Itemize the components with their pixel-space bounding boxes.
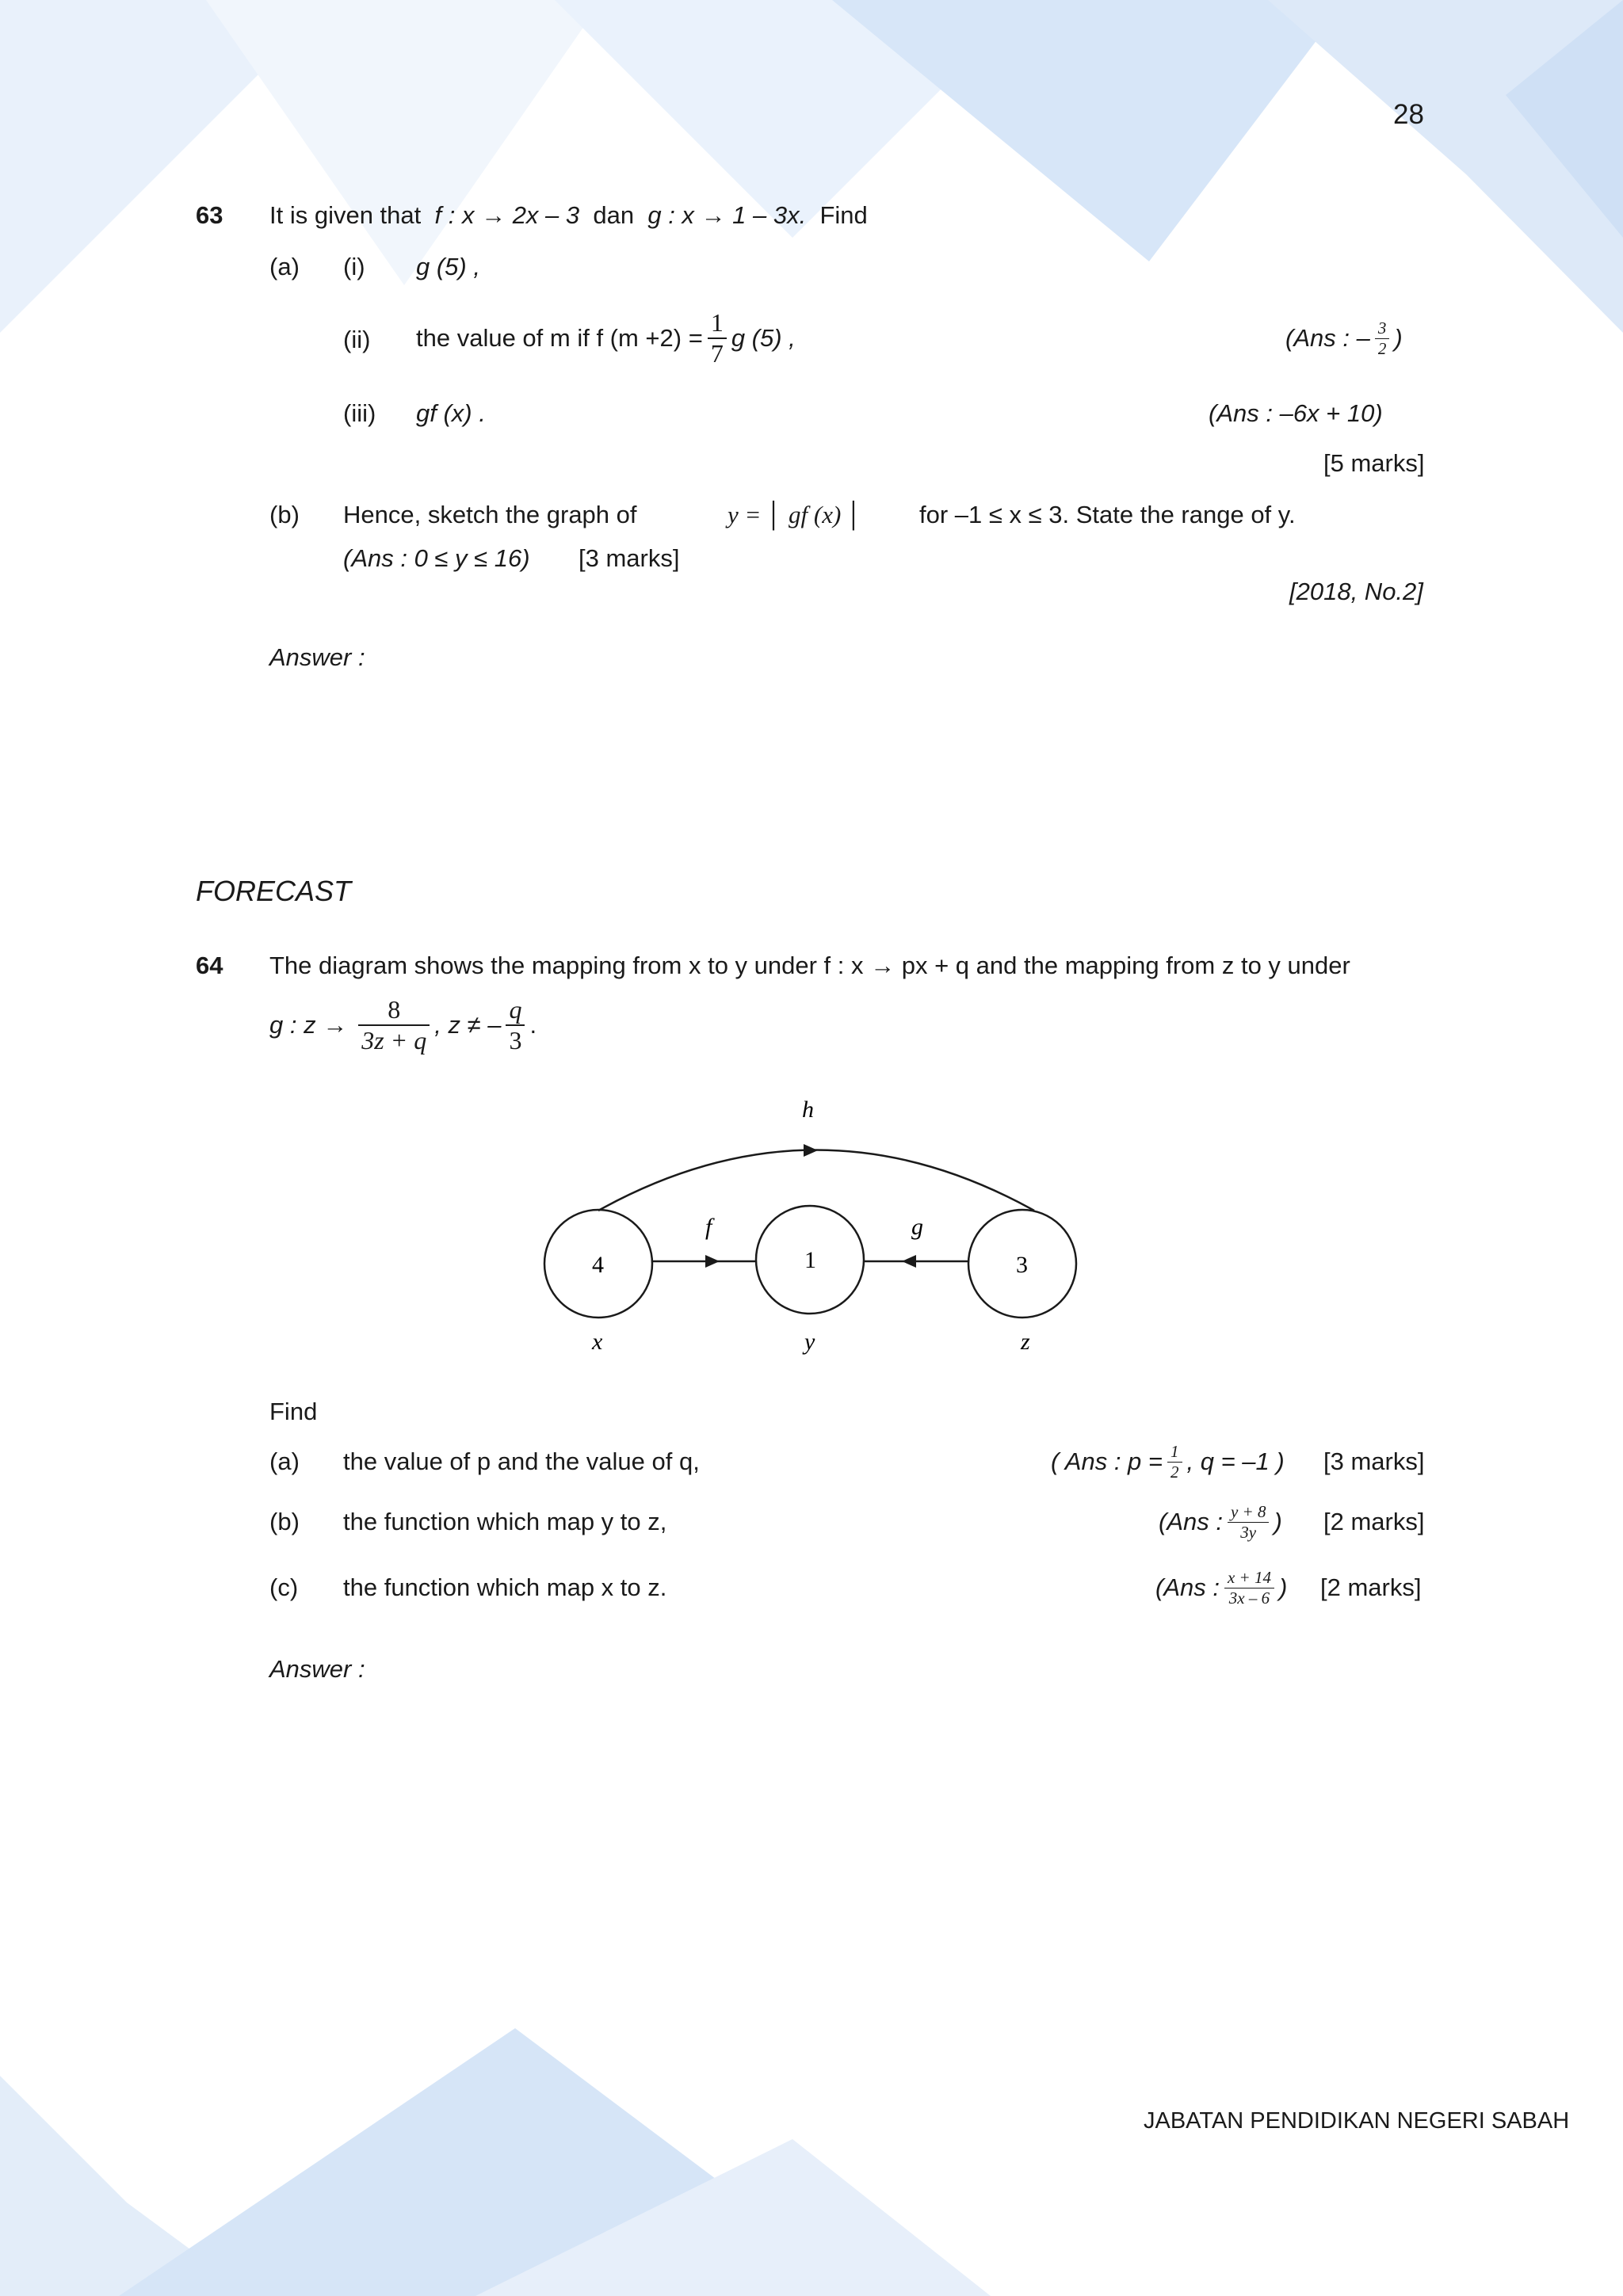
q63-subpart-ii-text: the value of m if f (m +2) = $\frac{1}{7}$ g (5) , (416, 308, 796, 368)
q64-b-marks: [2 marks] (1323, 1508, 1425, 1535)
q64-c-marks: [2 marks] (1320, 1573, 1422, 1601)
q64-g-definition: g : z → $\frac{8}{3z + q}$ , z ≠ – $\frac{q}{3}$ . (269, 995, 537, 1055)
question-number-63: 63 (196, 201, 223, 229)
q63-a-marks: [5 marks] (1323, 449, 1425, 477)
q64-stem: The diagram shows the mapping from x to y under f : x → px + q and the mapping from z to y under (269, 952, 1350, 979)
label-f: f (705, 1214, 712, 1240)
q63-b-equation: y = │ gf (x) │ (727, 501, 863, 528)
node-z-value: 3 (1016, 1252, 1028, 1278)
q63-subpart-i-text: g (5) , (416, 253, 480, 280)
label-g: g (911, 1214, 923, 1240)
q64-a-answer: ( Ans : p = $\frac{1}{2}$ , q = –1 ) (1051, 1442, 1285, 1482)
arrowhead-f (705, 1255, 720, 1268)
q63-source: [2018, No.2] (1289, 578, 1423, 605)
mapping-diagram (523, 1093, 1109, 1363)
q63-iii-answer: (Ans : –6x + 10) (1209, 399, 1383, 427)
node-x-value: 4 (592, 1252, 604, 1278)
forecast-heading: FORECAST (196, 875, 352, 907)
q64-answer-label: Answer : (269, 1655, 365, 1683)
label-h: h (802, 1097, 814, 1123)
mapping-arrow-h (598, 1150, 1034, 1211)
q63-part-b-label: (b) (269, 501, 300, 528)
arrowhead-h (804, 1144, 818, 1157)
q64-part-c-label: (c) (269, 1573, 299, 1601)
set-label-x: x (592, 1329, 603, 1355)
q64-b-answer: (Ans : $\frac{y + 8}{3y}$ ) (1159, 1502, 1282, 1542)
q63-subpart-iii-label: (iii) (343, 399, 376, 427)
footer-department: JABATAN PENDIDIKAN NEGERI SABAH (1144, 2108, 1570, 2134)
q64-b-text: the function which map y to z, (343, 1508, 667, 1535)
fraction-one-seventh: $\frac{1}{7}$ (708, 308, 727, 368)
q63-b-marks: [3 marks] (579, 544, 680, 572)
q63-subpart-ii-label: (ii) (343, 326, 371, 353)
q63-ii-answer: (Ans : – $\frac{3}{2}$ ) (1285, 318, 1403, 358)
q64-a-text: the value of p and the value of q, (343, 1447, 700, 1475)
q64-c-text: the function which map x to z. (343, 1573, 667, 1601)
q64-part-b-label: (b) (269, 1508, 300, 1535)
q63-subpart-i-label: (i) (343, 253, 365, 280)
q64-a-marks: [3 marks] (1323, 1447, 1425, 1475)
node-y-value: 1 (804, 1247, 816, 1273)
q63-b-text-2: for –1 ≤ x ≤ 3. State the range of y. (919, 501, 1296, 528)
q64-part-a-label: (a) (269, 1447, 300, 1475)
arrowhead-g (902, 1255, 916, 1268)
q63-answer-label: Answer : (269, 643, 365, 671)
q64-c-answer: (Ans : $\frac{x + 14}{3x - 6}$ ) (1155, 1568, 1288, 1608)
set-label-y: y (804, 1329, 815, 1355)
question-number-64: 64 (196, 952, 223, 979)
q63-subpart-iii-text: gf (x) . (416, 399, 486, 427)
page-number: 28 (1393, 99, 1424, 130)
q63-stem: It is given that f : x → 2x – 3 dan g : x → 1 – 3x. Find (269, 201, 868, 229)
q63-part-a-label: (a) (269, 253, 300, 280)
set-label-z: z (1021, 1329, 1030, 1355)
q63-b-text-1: Hence, sketch the graph of (343, 501, 637, 528)
q63-b-answer: (Ans : 0 ≤ y ≤ 16) (343, 544, 530, 572)
q64-find: Find (269, 1398, 318, 1425)
